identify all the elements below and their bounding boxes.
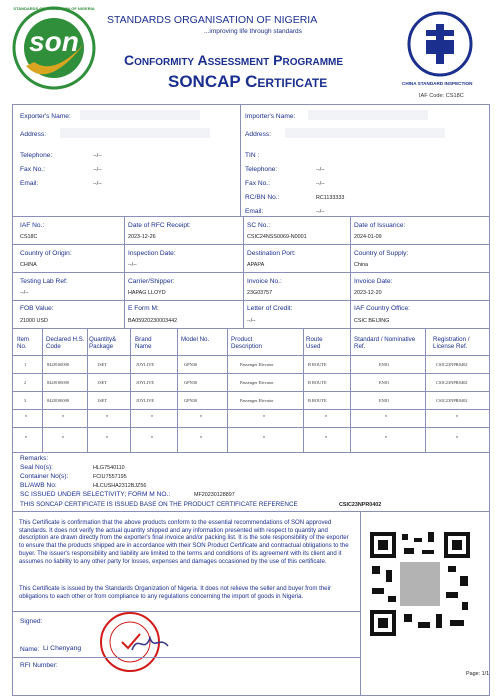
row3-item: 3 (24, 398, 27, 403)
handwritten-signature (130, 632, 170, 656)
importer-email-label: Email: (245, 208, 264, 215)
sc-no-label: SC No.: (247, 222, 271, 229)
testing-lab-value: --/-- (20, 290, 29, 296)
importer-fax-label: Fax No.: (245, 180, 270, 187)
importer-email-value: --/-- (316, 209, 325, 215)
row1-route: B ROUTE (308, 362, 327, 367)
lc-value: --/-- (247, 318, 256, 324)
row4-desc: * (263, 415, 265, 421)
issuer-statement: This Certificate is issued by the Standards Organization of Nigeria. It does not relieve the seller and buyer from their obligations to each other or from compliance to any regulations concerning the import of goods in Nigeria. (19, 585, 331, 600)
reference-label: THIS SONCAP CERTIFICATE IS ISSUED BASE ON THE PRODUCT CERTIFICATE REFERENCE (20, 501, 298, 508)
container-label: Container No(s): (20, 473, 69, 480)
row5-standard: * (385, 436, 387, 442)
seal-label: Seal No(s): (20, 464, 53, 471)
exporter-label: Exporter's Name: (20, 113, 71, 120)
row3-registration: CSIC23NPR0402 (436, 398, 468, 403)
invoice-date-label: Invoice Date: (354, 278, 393, 285)
importer-name-redacted (308, 110, 428, 120)
reference-value: CSIC23NPR0402 (339, 502, 382, 508)
selectivity-value: MF20230128897 (194, 492, 235, 498)
sc-no-value: CSIC24NSS0069-N0001 (247, 234, 307, 240)
invoice-date-value: 2023-12-20 (354, 290, 382, 296)
exporter-telephone-value: --/-- (93, 153, 102, 159)
row4-item: * (25, 415, 27, 421)
row4-qty: * (106, 415, 108, 421)
destination-port-value: APAPA (247, 262, 265, 268)
container-value: FCIU7557195 (93, 474, 127, 480)
importer-address-redacted (285, 128, 445, 138)
rcbn-value: RC1133333 (316, 195, 345, 201)
row3-qty: 1SET (97, 398, 108, 403)
conformity-statement: This Certificate is confirmation that the above products conform to the essential recommendations of SON approved standards. It does not verify the actual quantity shipped and any information presented with respect to quantity and description are drawn directly from the exporter's final invoice and/or packing list. It is the sole responsibility of the exporter to ensure that the products shipped are in accordance with their SON Product Certificate and contractual obligations to the buyer. The issuer's responsibility and liability are limited to the terms and conditions of its agreement with its client and it assumes no liability to any other party for losses, expenses and damages occasioned by the use of this certificate. (19, 519, 349, 565)
row3-model: GPN30 (184, 398, 198, 403)
row5-brand: * (151, 436, 153, 442)
row2-model: GPN30 (184, 380, 198, 385)
exporter-fax-label: Fax No.: (20, 166, 45, 173)
fob-value: 21000 USD (20, 318, 48, 324)
row4-standard: * (385, 415, 387, 421)
inspection-date-value: --/-- (128, 262, 137, 268)
lc-label: Letter of Credit: (247, 305, 293, 312)
row5-registration: * (456, 436, 458, 442)
col-header-model: Model No. (181, 336, 210, 343)
eform-label: E Form M: (128, 305, 159, 312)
row2-brand: JOYLIVE (136, 380, 155, 385)
bl-value: HLCUSHA2312BJZ56 (93, 483, 147, 489)
issuance-date-label: Date of Issuance: (354, 222, 406, 229)
row3-brand: JOYLIVE (136, 398, 155, 403)
row1-item: 1 (24, 362, 27, 367)
son-logo (8, 4, 100, 96)
row2-qty: 1SET (97, 380, 108, 385)
row1-desc: Passenger Elevator (240, 362, 274, 367)
supply-country-value: China (354, 262, 369, 268)
tin-label: TIN : (245, 152, 260, 159)
row5-route: * (325, 436, 327, 442)
cis-logo (406, 10, 474, 78)
row1-model: GPN30 (184, 362, 198, 367)
row3-standard: EN81 (379, 398, 390, 403)
row2-registration: CSIC23NPR0402 (436, 380, 468, 385)
org-name: STANDARDS ORGANISATION OF NIGERIA (107, 14, 318, 26)
row3-hs: 8428100000 (47, 398, 69, 403)
col-header-registration: Registration / License Ref. (433, 336, 470, 351)
supply-country-label: Country of Supply: (354, 250, 409, 257)
col-header-quantity: Quantity& Package (89, 336, 117, 351)
row4-registration: * (456, 415, 458, 421)
issuance-date-value: 2024-01-09 (354, 234, 382, 240)
exporter-name-redacted (80, 110, 200, 120)
col-header-route: Route Used (306, 336, 323, 351)
rfi-label: RFI Number: (20, 662, 58, 669)
certificate-title: SONCAP Certificate (168, 72, 328, 91)
iaf-no-value: CS18C (20, 234, 38, 240)
row1-hs: 8428100000 (47, 362, 69, 367)
importer-fax-value: --/-- (316, 181, 325, 187)
qr-code (368, 530, 472, 638)
cis-logo-caption: CHINA STANDARD INSPECTION (402, 81, 473, 86)
row3-route: B ROUTE (308, 398, 327, 403)
invoice-no-value: 23G03757 (247, 290, 273, 296)
rfc-date-label: Date of RFC Receipt: (128, 222, 191, 229)
destination-port-label: Destination Port: (247, 250, 296, 257)
row5-model: * (200, 436, 202, 442)
row4-hs: * (62, 415, 64, 421)
remarks-title: Remarks: (20, 455, 49, 462)
col-header-brand: Brand Name (135, 336, 152, 351)
importer-label: Importer's Name: (245, 113, 296, 120)
name-label: Name: (20, 646, 40, 653)
row2-item: 2 (24, 380, 27, 385)
inspection-date-label: Inspection Date: (128, 250, 176, 257)
row3-desc: Passenger Elevator (240, 398, 274, 403)
origin-value: CHINA (20, 262, 37, 268)
row4-route: * (325, 415, 327, 421)
invoice-no-label: Invoice No.: (247, 278, 282, 285)
tagline: ...improving life through standards (204, 28, 302, 35)
exporter-fax-value: --/-- (93, 167, 102, 173)
row1-qty: 1SET (97, 362, 108, 367)
iaf-office-label: IAF Country Office: (354, 305, 410, 312)
col-header-standard: Standard / Nominative Ref. (354, 336, 416, 351)
rfc-date-value: 2023-12-26 (128, 234, 156, 240)
rcbn-label: RC/BN No.: (245, 194, 280, 201)
son-logo-text: son (29, 26, 79, 57)
exporter-email-value: --/-- (93, 181, 102, 187)
exporter-telephone-label: Telephone: (20, 152, 53, 159)
origin-label: Country of Origin: (20, 250, 72, 257)
importer-telephone-label: Telephone: (245, 166, 278, 173)
carrier-value: HAPAG LLOYD (128, 290, 166, 296)
name-value: Li Chenyang (43, 645, 82, 652)
exporter-address-redacted (60, 128, 210, 138)
row5-desc: * (263, 436, 265, 442)
row5-hs: * (62, 436, 64, 442)
son-logo-ring-text: STANDARDS ORGANISATION OF NIGERIA (13, 6, 95, 11)
row5-qty: * (106, 436, 108, 442)
carrier-label: Carrier/Shipper: (128, 278, 175, 285)
col-header-description: Product Description (231, 336, 262, 351)
row1-brand: JOYLIVE (136, 362, 155, 367)
row4-brand: * (151, 415, 153, 421)
exporter-email-label: Email: (20, 180, 39, 187)
programme-title: Conformity Assessment Programme (124, 52, 344, 68)
row5-item: * (25, 436, 27, 442)
page-number: Page: 1/1 (466, 671, 490, 677)
col-header-hs-code: Declared H.S. Code (46, 336, 85, 351)
testing-lab-label: Testing Lab Ref: (20, 278, 68, 285)
importer-telephone-value: --/-- (316, 167, 325, 173)
fob-label: FOB Value: (20, 305, 54, 312)
importer-address-label: Address: (245, 131, 272, 138)
row2-hs: 8428100000 (47, 380, 69, 385)
iaf-no-label: IAF No.: (20, 222, 45, 229)
bl-label: BL/AWB No: (20, 482, 57, 489)
row1-standard: EN81 (379, 362, 390, 367)
signed-label: Signed: (20, 618, 43, 625)
row4-model: * (200, 415, 202, 421)
row2-desc: Passenger Elevator (240, 380, 274, 385)
row2-standard: EN81 (379, 380, 390, 385)
col-header-item: Item No. (17, 336, 30, 351)
exporter-address-label: Address: (20, 131, 47, 138)
row1-registration: CSIC23NPR0402 (436, 362, 468, 367)
eform-value: BA05920230003442 (128, 318, 178, 324)
selectivity-label: SC ISSUED UNDER SELECTIVITY; FORM M NO.: (20, 491, 171, 498)
iaf-office-value: CSIC BEIJING (354, 318, 390, 324)
row2-route: B ROUTE (308, 380, 327, 385)
seal-value: HLG7540110 (93, 465, 125, 471)
iaf-code: IAF Code: CS18C (419, 93, 464, 99)
